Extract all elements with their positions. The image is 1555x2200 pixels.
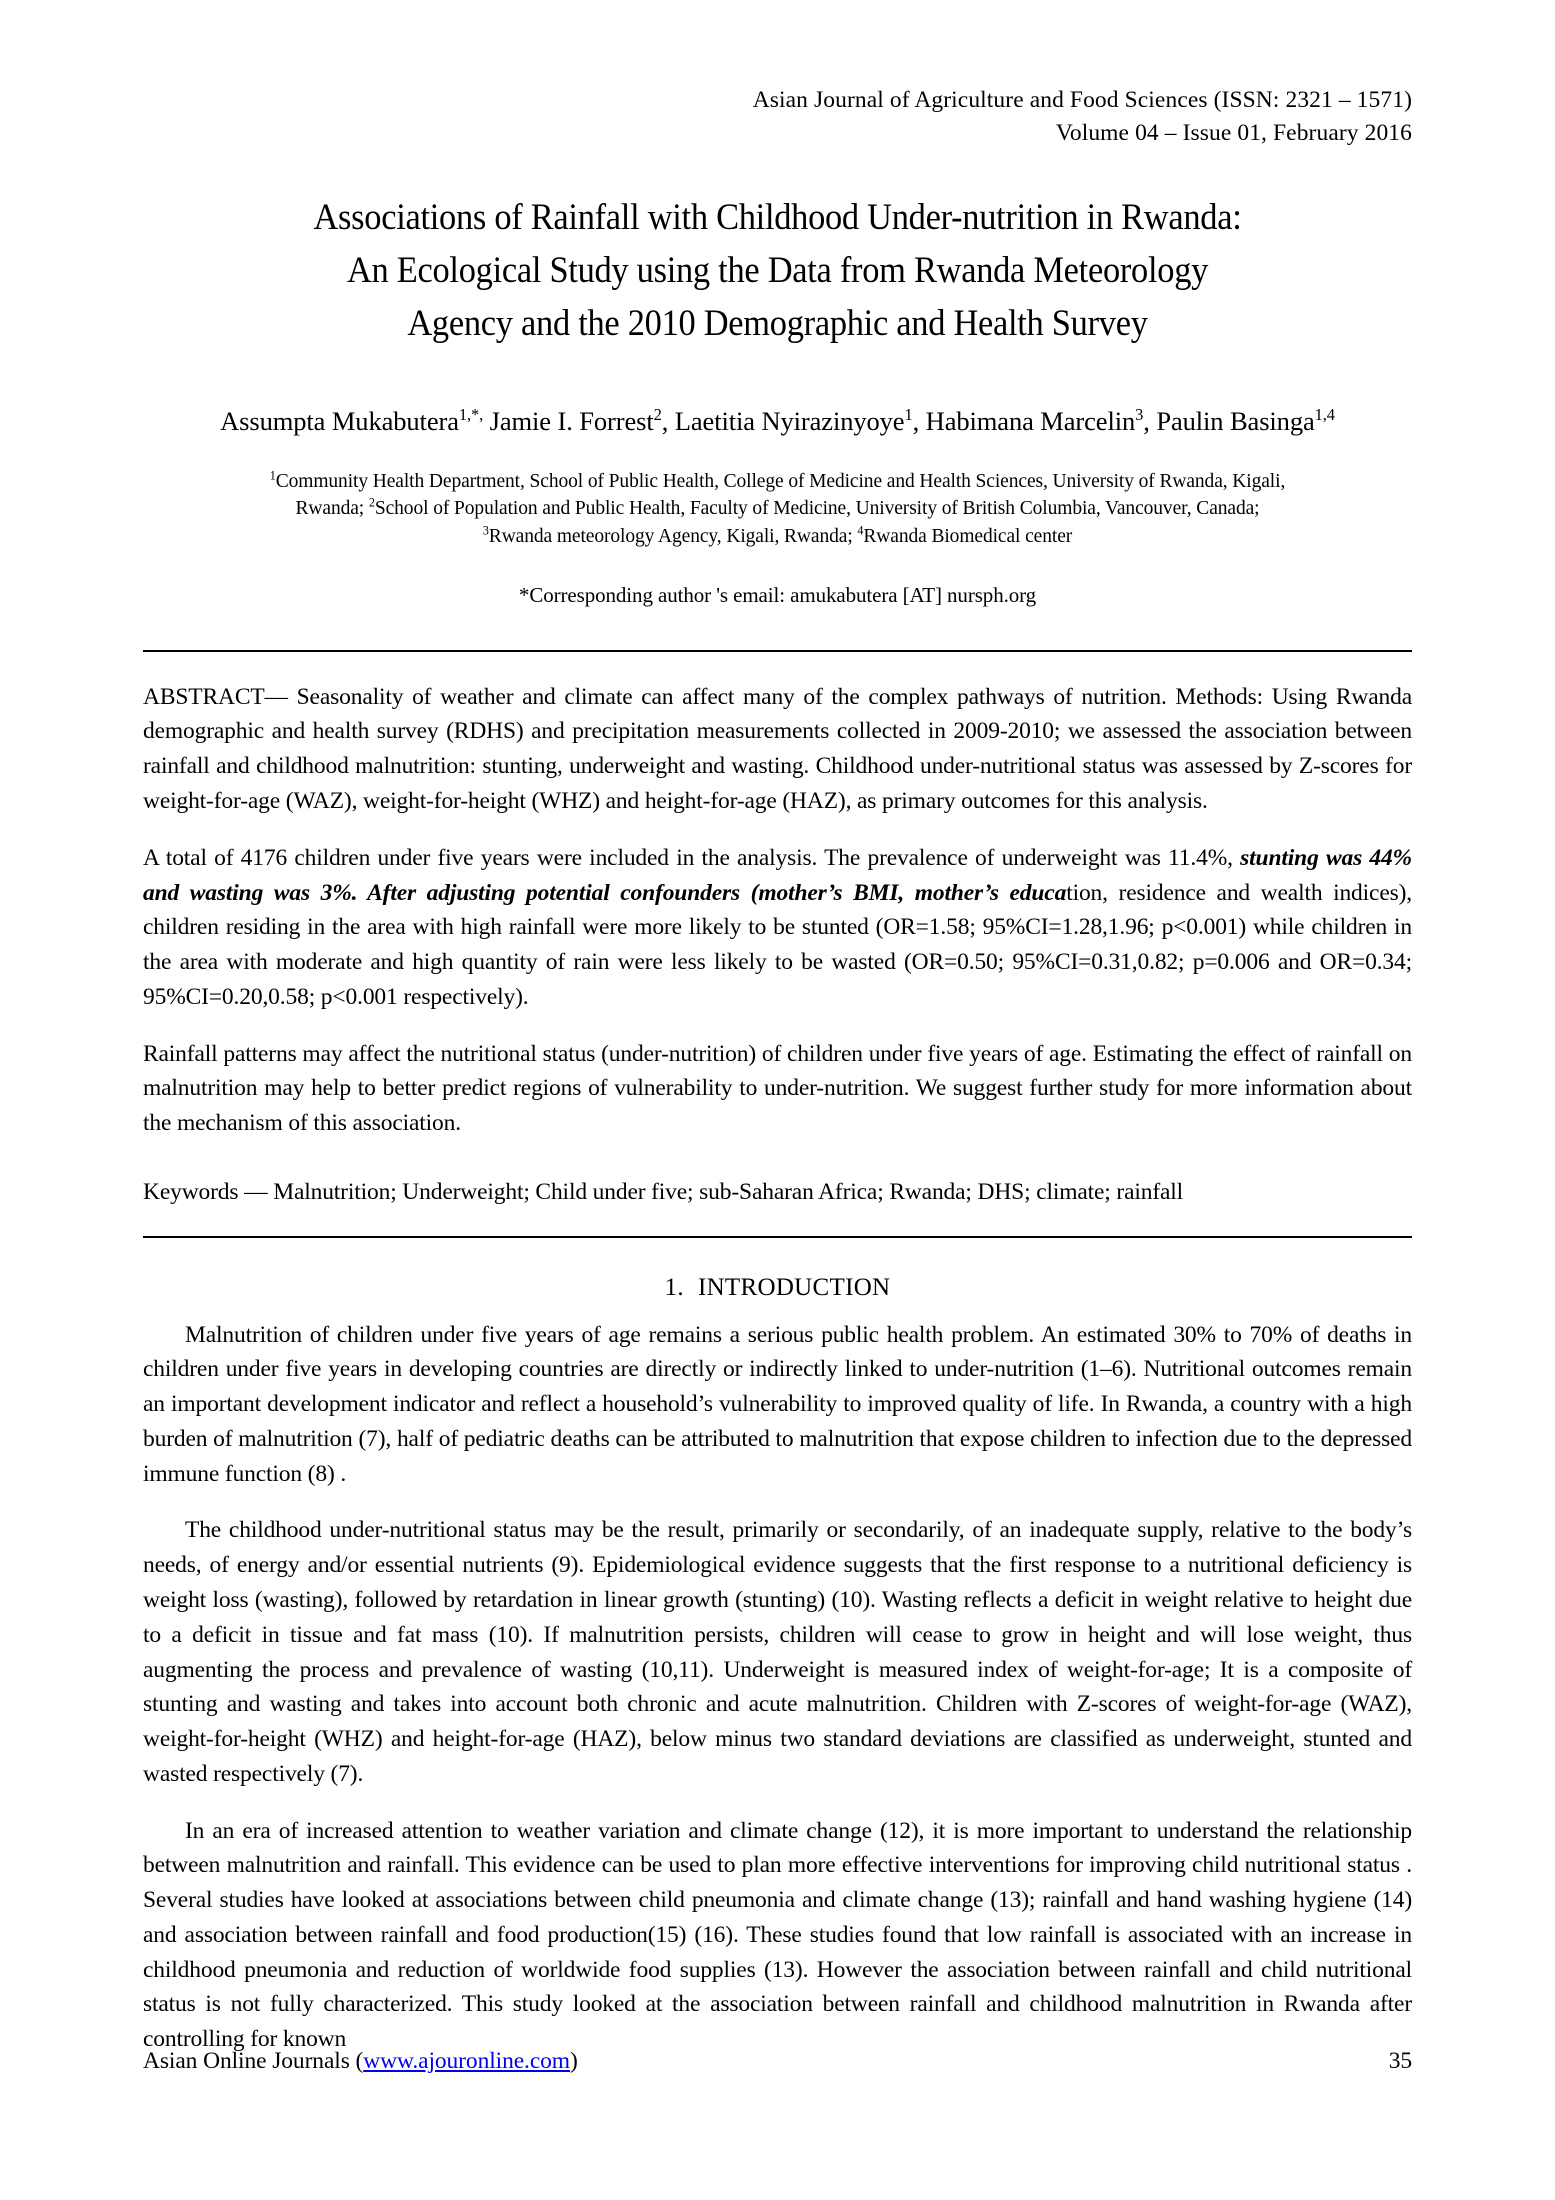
author-2-name: Jamie I. Forrest — [483, 405, 654, 436]
author-3-affiliation-marker: 1 — [904, 404, 913, 424]
affiliation-1-text: Community Health Department, School of Public Health, College of Medicine and Health Sciences, University of Rwanda, Kigali, — [275, 470, 1286, 492]
abstract-p2-emphasis: stunting was 44% and wasting was 3%. After adjusting potential confounders (mother’s BMI, mother’s educa — [143, 844, 1412, 906]
affiliation-marker-4: 4 — [857, 523, 864, 538]
author-5-affiliation-marker: 1,4 — [1314, 404, 1335, 424]
journal-title-issn: Asian Journal of Agriculture and Food Sciences (ISSN: 2321 – 1571) — [752, 87, 1412, 113]
affiliation-marker-1: 1 — [269, 468, 276, 483]
author-3-name: , Laetitia Nyirazinyoye — [661, 405, 905, 436]
title-line-2: An Ecological Study using the Data from Rwanda Meteorology — [346, 249, 1209, 291]
page-title — [187, 191, 1367, 351]
journal-running-head — [143, 84, 1412, 151]
abstract-paragraph-1: ABSTRACT— Seasonality of weather and climate can affect many of the complex pathways of nutrition. Methods: Using Rwanda demographic and health survey (RDHS) and precipitation measurements collected in 2009-2010; we assessed the association between rainfall and childhood malnutrition: stunting, underweight and wasting. Childhood under-nutritional status was assessed by Z-scores for weight-for-age (WAZ), weight-for-height (WHZ) and height-for-age (HAZ), as primary outcomes for this analysis. — [143, 683, 1412, 814]
section-number: 1. — [664, 1273, 684, 1301]
author-1-affiliation-marker: 1,*, — [458, 404, 484, 424]
author-1-name: Assumpta Mukabutera — [220, 405, 459, 436]
affiliation-4-text: Rwanda Biomedical center — [863, 525, 1073, 547]
affiliation-marker-2: 2 — [368, 495, 375, 510]
introduction-section — [143, 1318, 1412, 2057]
affiliation-marker-3: 3 — [482, 523, 489, 538]
title-line-3: Agency and the 2010 Demographic and Health Survey — [407, 303, 1148, 345]
affiliation-2-text: School of Population and Public Health, Faculty of Medicine, University of British Columbia, Vancouver, Canada; — [374, 498, 1260, 520]
abstract-top-divider — [143, 650, 1412, 652]
footer-website-link[interactable]: www.ajouronline.com — [363, 2048, 570, 2074]
affiliation-line-2 — [143, 495, 1412, 523]
abstract-p2-part-1: A total of 4176 children under five years were included in the analysis. The prevalence of underweight was 11.4%, — [143, 844, 1241, 871]
abstract-bottom-divider — [143, 1236, 1412, 1238]
author-list — [143, 403, 1412, 440]
abstract-p2-part-2: tion, residence and wealth indices), children residing in the area with high rainfall were more likely to be stunted (OR=1.58; 95%CI=1.28,1.96; p<0.001) while children in the area with moderate and high quantity of rain were less likely to be wasted (OR=0.50; 95%CI=0.31,0.82; p=0.006 and OR=0.34; 95%CI=0.20,0.58; p<0.001 respectively). — [143, 879, 1412, 1010]
author-4-name: , Habimana Marcelin — [912, 405, 1136, 436]
author-2-affiliation-marker: 2 — [653, 404, 662, 424]
corresponding-author-email: *Corresponding author 's email: amukabutera [AT] nursph.org — [518, 582, 1037, 607]
author-4-affiliation-marker: 3 — [1135, 404, 1144, 424]
keywords-line: Keywords — Malnutrition; Underweight; Child under five; sub-Saharan Africa; Rwanda; DHS; climate; rainfall — [143, 1178, 1184, 1205]
footer-publisher — [143, 2048, 578, 2075]
abstract-paragraph-3: Rainfall patterns may affect the nutritional status (under-nutrition) of children under five years of age. Estimating the effect of rainfall on malnutrition may help to better predict regions of vulnerability to under-nutrition. We suggest further study for more information about the mechanism of this association. — [143, 1040, 1412, 1137]
journal-volume-issue: Volume 04 – Issue 01, February 2016 — [1055, 120, 1412, 147]
introduction-paragraph-1: Malnutrition of children under five years of age remains a serious public health problem. An estimated 30% to 70% of deaths in children under five years in developing countries are directly or indirectly linked to under-nutrition (1–6). Nutritional outcomes remain an important development indicator and reflect a household’s vulnerability to improved quality of life. In Rwanda, a country with a high burden of malnutrition (7), half of pediatric deaths can be attributed to malnutrition that expose children to infection due to the depressed immune function (8) . — [143, 1321, 1412, 1487]
title-line-1: Associations of Rainfall with Childhood Under-nutrition in Rwanda: — [313, 196, 1242, 238]
affiliation-1-cont: Rwanda; — [295, 498, 369, 520]
affiliation-list — [143, 468, 1412, 551]
author-5-name: , Paulin Basinga — [1143, 405, 1315, 436]
affiliation-line-1 — [143, 468, 1412, 496]
affiliation-3-text: Rwanda meteorology Agency, Kigali, Rwanda; — [488, 525, 858, 547]
abstract-paragraph-2 — [143, 841, 1412, 1015]
affiliation-line-3 — [143, 523, 1412, 551]
introduction-paragraph-3: In an era of increased attention to weather variation and climate change (12), it is more important to understand the relationship between malnutrition and rainfall. This evidence can be used to plan more effective interventions for improving child nutritional status . Several studies have looked at associations between child pneumonia and climate change (13); rainfall and hand washing hygiene (14) and association between rainfall and food production(15) (16). These studies found that low rainfall is associated with an increase in childhood pneumonia and reduction of worldwide food supplies (13). However the association between rainfall and child nutritional status is not fully characterized. This study looked at the association between rainfall and childhood malnutrition in Rwanda after controlling for known — [143, 1817, 1412, 2053]
footer-closing-paren: ) — [570, 2048, 578, 2074]
page-number: 35 — [1388, 2048, 1412, 2074]
abstract-section — [143, 680, 1412, 1141]
page-footer — [143, 2048, 1412, 2075]
footer-publisher-text: Asian Online Journals ( — [143, 2048, 364, 2074]
introduction-paragraph-2: The childhood under-nutritional status may be the result, primarily or secondarily, of an inadequate supply, relative to the body’s needs, of energy and/or essential nutrients (9). Epidemiological evidence suggests that the first response to a nutritional deficiency is weight loss (wasting), followed by retardation in linear growth (stunting) (10). Wasting reflects a deficit in weight relative to height due to a deficit in tissue and fat mass (10). If malnutrition persists, children will cease to grow in height and will lose weight, thus augmenting the process and prevalence of wasting (10,11). Underweight is measured index of weight-for-age; It is a composite of stunting and wasting and takes into account both chronic and acute malnutrition. Children with Z-scores of weight-for-age (WAZ), weight-for-height (WHZ) and height-for-age (HAZ), below minus two standard deviations are classified as underweight, stunted and wasted respectively (7). — [143, 1517, 1412, 1787]
section-heading-introduction — [143, 1274, 1412, 1302]
section-title: INTRODUCTION — [697, 1273, 891, 1301]
